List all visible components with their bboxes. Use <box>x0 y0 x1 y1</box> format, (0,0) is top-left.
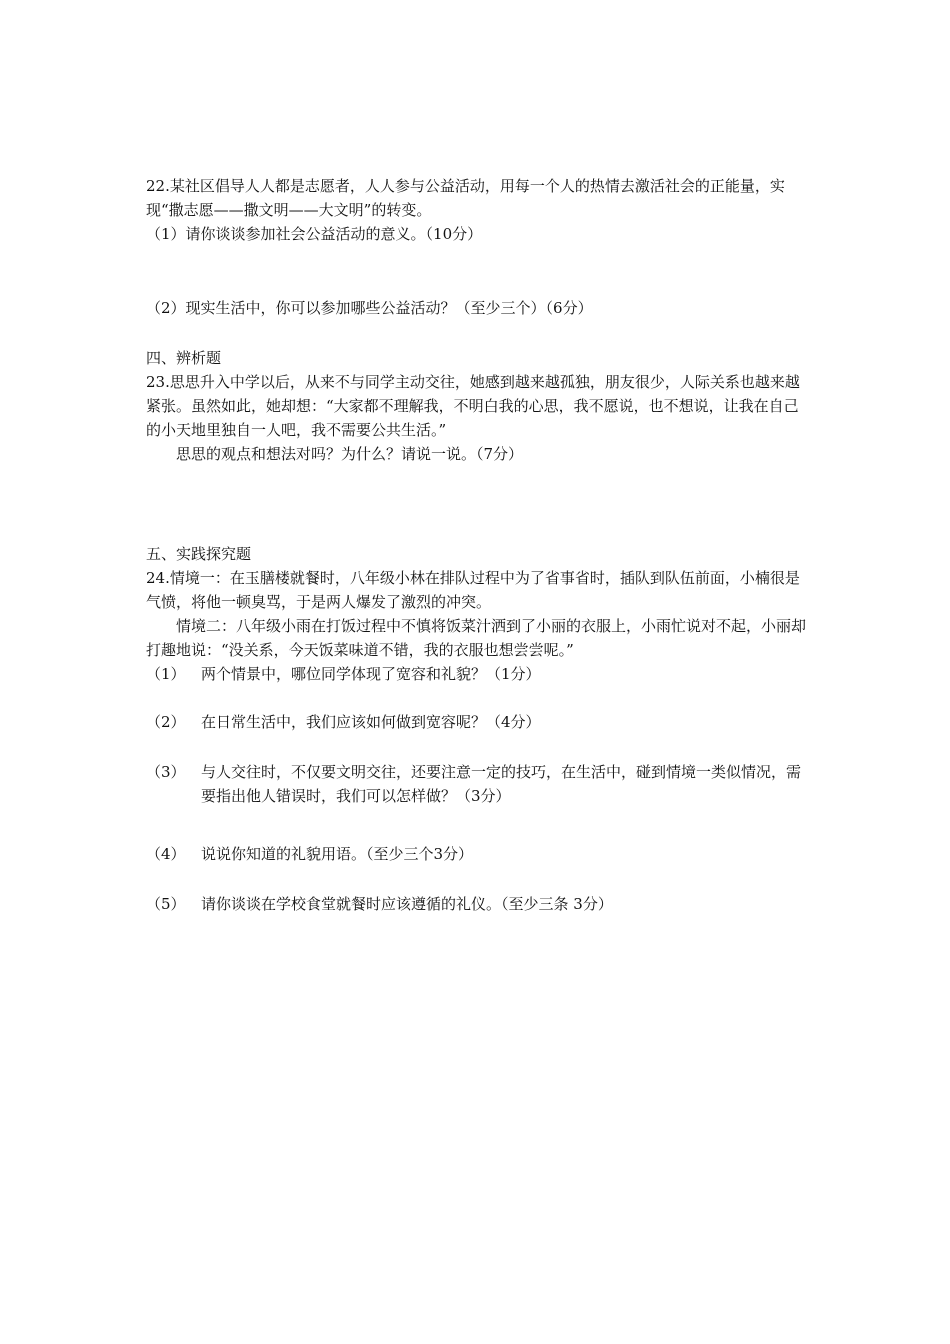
item-text: 两个情景中，哪位同学体现了宽容和礼貌？（1分） <box>201 665 541 683</box>
item-number: （4） <box>146 845 186 863</box>
item-text: 说说你知道的礼貌用语。（至少三个3分） <box>201 845 474 863</box>
exam-page <box>146 174 812 916</box>
item-number: （5） <box>146 895 186 913</box>
q24-scene2: 情境二：八年级小雨在打饭过程中不慎将饭菜汁洒到了小丽的衣服上，小雨忙说对不起，小丽却打趣地说：“没关系，今天饭菜味道不错，我的衣服也想尝尝呢。” <box>146 617 807 659</box>
item-text: 请你谈谈在学校食堂就餐时应该遵循的礼仪。（至少三条 3分） <box>201 895 613 913</box>
q24-item-2 <box>146 710 812 734</box>
q23-question: 思思的观点和想法对吗？为什么？请说一说。（7分） <box>176 445 524 463</box>
q22-sub2: （2）现实生活中，你可以参加哪些公益活动？（至少三个）（6分） <box>146 299 593 317</box>
q22-sub1: （1）请你谈谈参加社会公益活动的意义。（10分） <box>146 225 483 243</box>
q24-scene1: 24.情境一：在玉膳楼就餐时，八年级小林在排队过程中为了省事省时，插队到队伍前面，小楠很是气愤，将他一顿臭骂，于是两人爆发了激烈的冲突。 <box>146 569 800 611</box>
q24-item-1 <box>146 662 812 686</box>
section5-heading: 五、实践探究题 <box>146 545 252 563</box>
item-text: 在日常生活中，我们应该如何做到宽容呢？（4分） <box>201 713 541 731</box>
item-text: 与人交往时，不仅要文明交往，还要注意一定的技巧，在生活中，碰到情境一类似情况，需要指出他人错误时，我们可以怎样做？（3分） <box>201 763 802 805</box>
q22-stem: 22.某社区倡导人人都是志愿者，人人参与公益活动，用每一个人的热情去激活社会的正能量，实现“撒志愿——撒文明——大文明”的转变。 <box>146 177 785 219</box>
section4-heading: 四、辨析题 <box>146 349 222 367</box>
item-number: （1） <box>146 665 186 683</box>
item-number: （3） <box>146 763 186 781</box>
item-number: （2） <box>146 713 186 731</box>
q24-item-4 <box>146 842 812 866</box>
q24-item-5 <box>146 892 812 916</box>
q23-stem: 23.思思升入中学以后，从来不与同学主动交往，她感到越来越孤独，朋友很少，人际关系也越来越紧张。虽然如此，她却想：“大家都不理解我，不明白我的心思，我不愿说，也不想说，让我在自己的小天地里独自一人吧，我不需要公共生活。” <box>146 373 800 439</box>
q24-item-3 <box>146 760 812 808</box>
